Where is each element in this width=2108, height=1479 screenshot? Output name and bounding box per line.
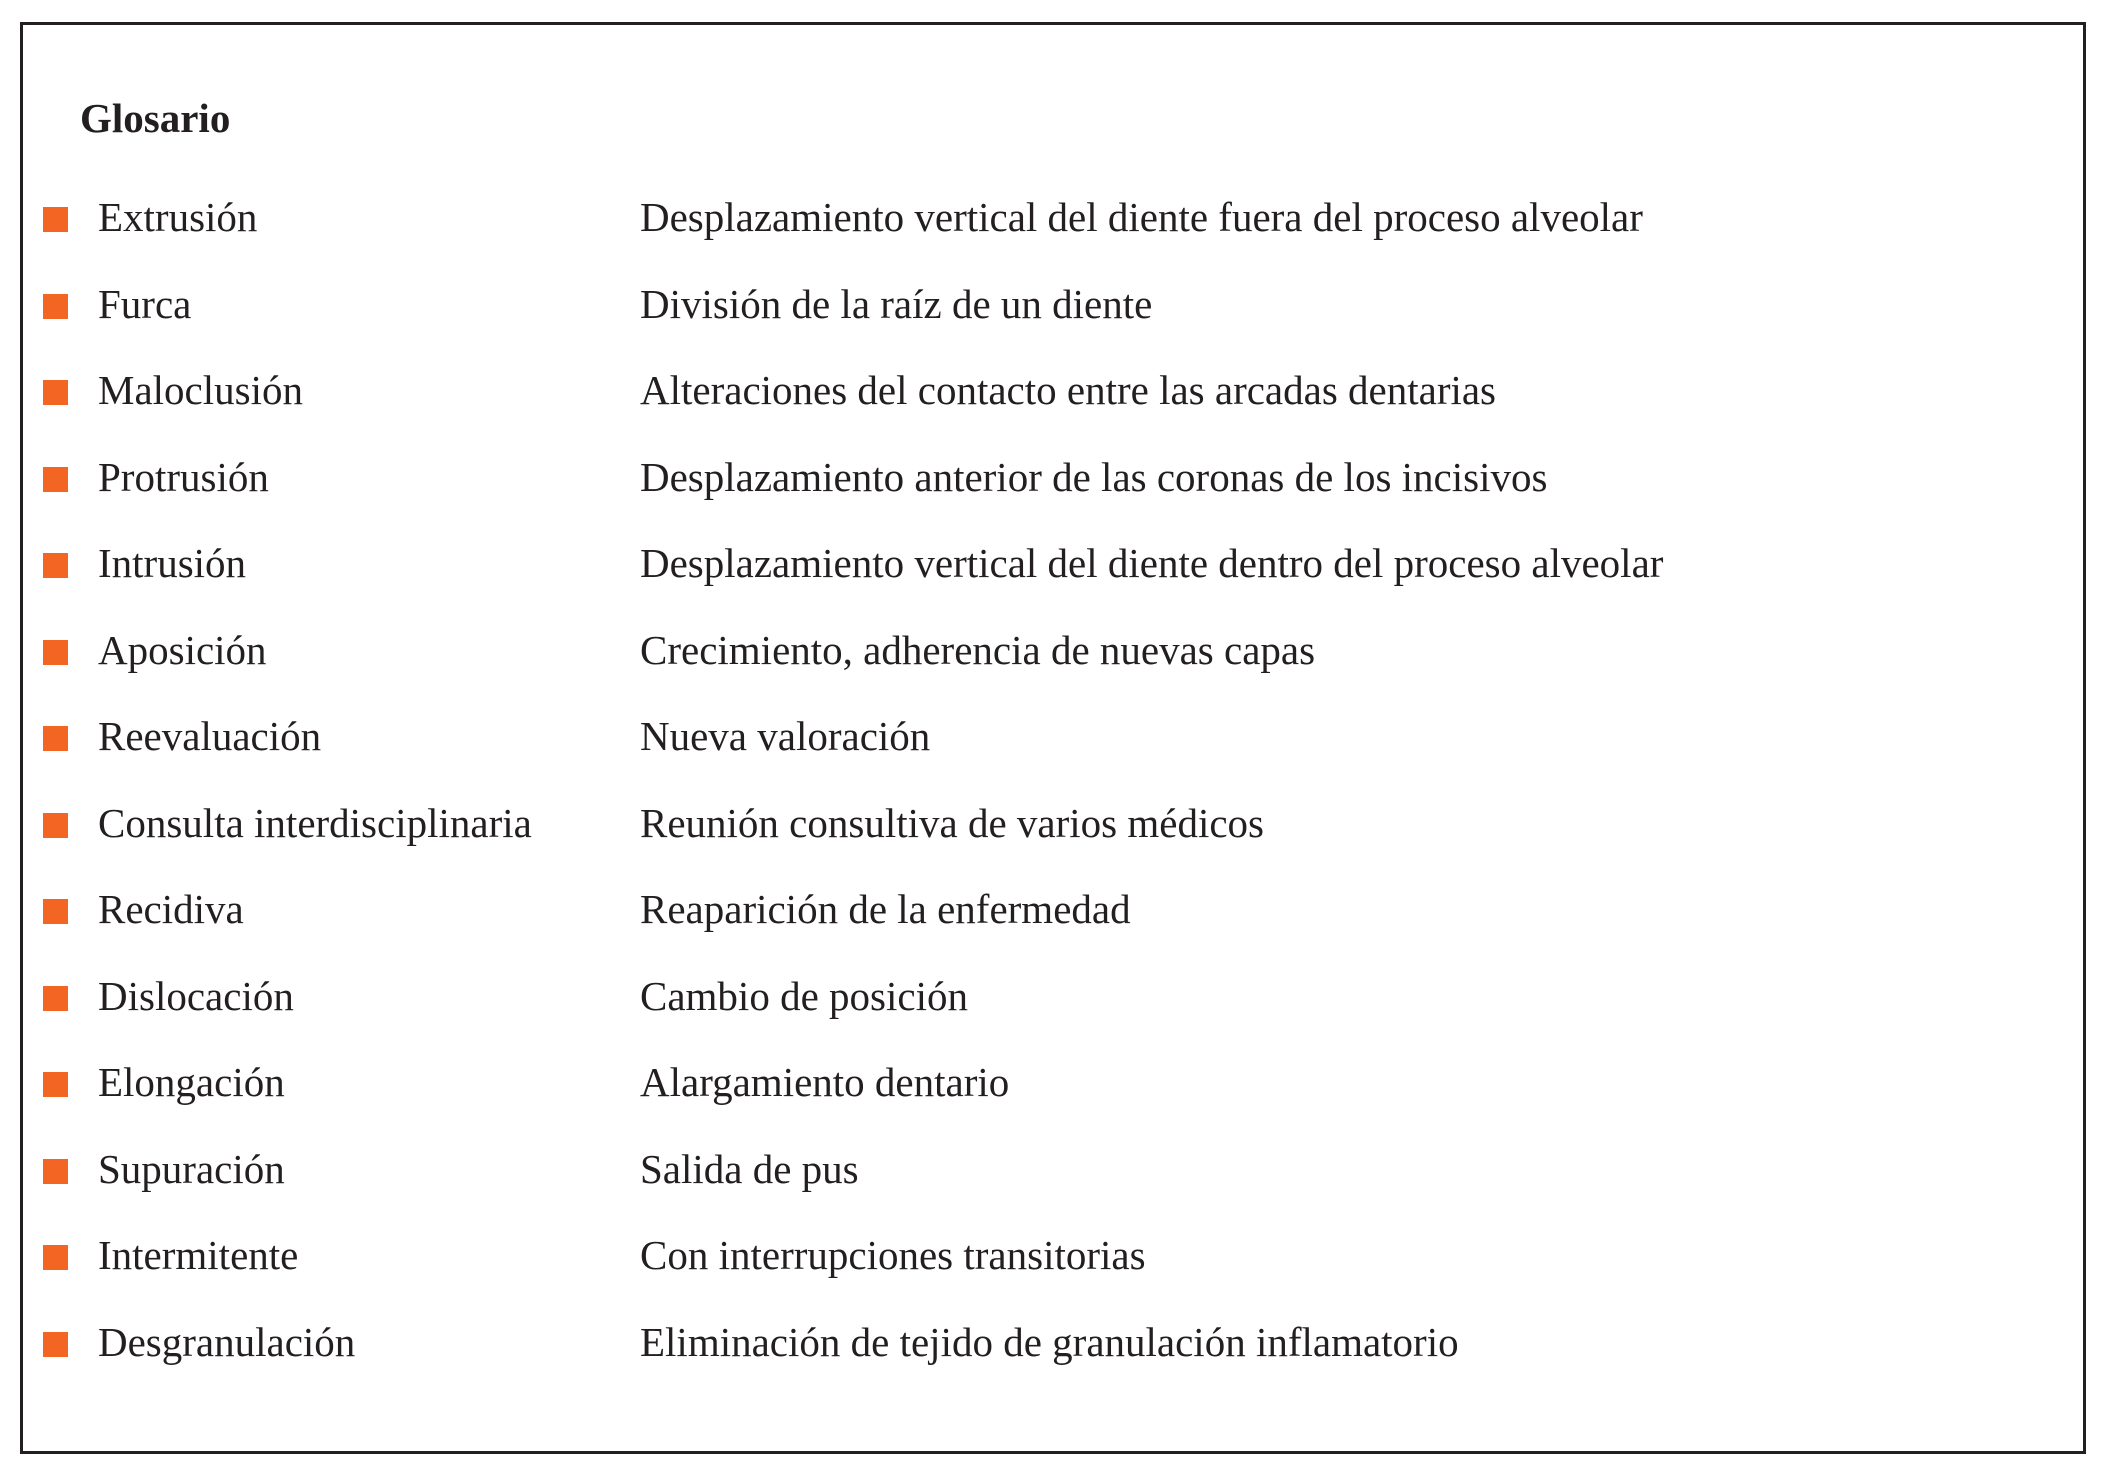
glossary-term: Aposición	[98, 626, 267, 673]
glossary-definition: Desplazamiento anterior de las coronas de los incisivos	[640, 453, 1548, 500]
glossary-entry-aposicion	[0, 620, 2108, 707]
glossary-entry-recidiva	[0, 879, 2108, 966]
glossary-term: Consulta interdisciplinaria	[98, 799, 532, 846]
glossary-entry-supuracion	[0, 1139, 2108, 1226]
glossary-term: Supuración	[98, 1145, 285, 1192]
glossary-list	[0, 187, 2108, 1398]
square-bullet-icon	[43, 1072, 68, 1097]
glossary-term: Furca	[98, 280, 192, 327]
glossary-definition: Crecimiento, adherencia de nuevas capas	[640, 626, 1316, 673]
glossary-title: Glosario	[80, 95, 231, 141]
glossary-definition: Alteraciones del contacto entre las arcadas dentarias	[640, 367, 1497, 413]
glossary-term: Protrusión	[98, 453, 269, 500]
square-bullet-icon	[43, 1159, 68, 1184]
glossary-definition: Alargamiento dentario	[640, 1059, 1010, 1105]
glossary-term: Dislocación	[98, 972, 294, 1019]
square-bullet-icon	[43, 207, 68, 232]
glossary-definition: Con interrupciones transitorias	[640, 1232, 1146, 1278]
glossary-definition: Cambio de posición	[640, 972, 968, 1019]
glossary-term: Maloclusión	[98, 367, 303, 413]
glossary-term: Intrusión	[98, 540, 247, 586]
glossary-definition: Reaparición de la enfermedad	[640, 886, 1131, 932]
square-bullet-icon	[43, 986, 68, 1011]
glossary-entry-intermitente	[0, 1225, 2108, 1312]
glossary-term: Extrusión	[98, 194, 258, 240]
square-bullet-icon	[43, 380, 68, 405]
glossary-term: Elongación	[98, 1059, 285, 1105]
square-bullet-icon	[43, 1332, 68, 1357]
square-bullet-icon	[43, 553, 68, 578]
glossary-entry-maloclusion	[0, 360, 2108, 447]
square-bullet-icon	[43, 813, 68, 838]
glossary-entry-dislocacion	[0, 966, 2108, 1053]
glossary-term: Desgranulación	[98, 1318, 356, 1365]
glossary-definition: Desplazamiento vertical del diente dentro del proceso alveolar	[640, 540, 1664, 586]
glossary-definition: Reunión consultiva de varios médicos	[640, 799, 1264, 846]
square-bullet-icon	[43, 899, 68, 924]
glossary-definition: División de la raíz de un diente	[640, 280, 1153, 327]
square-bullet-icon	[43, 1245, 68, 1270]
glossary-entry-reevaluacion	[0, 706, 2108, 793]
glossary-entry-protrusion	[0, 447, 2108, 534]
glossary-term: Reevaluación	[98, 713, 322, 759]
glossary-entry-desgranulacion	[0, 1312, 2108, 1399]
glossary-definition: Desplazamiento vertical del diente fuera del proceso alveolar	[640, 194, 1643, 240]
glossary-entry-furca	[0, 274, 2108, 361]
square-bullet-icon	[43, 726, 68, 751]
glossary-definition: Nueva valoración	[640, 713, 931, 759]
glossary-entry-intrusion	[0, 533, 2108, 620]
square-bullet-icon	[43, 640, 68, 665]
glossary-term: Intermitente	[98, 1232, 299, 1278]
square-bullet-icon	[43, 294, 68, 319]
square-bullet-icon	[43, 467, 68, 492]
glossary-definition: Salida de pus	[640, 1145, 859, 1192]
glossary-definition: Eliminación de tejido de granulación inflamatorio	[640, 1318, 1459, 1365]
glossary-entry-extrusion	[0, 187, 2108, 274]
glossary-entry-elongacion	[0, 1052, 2108, 1139]
glossary-entry-consulta-interdisciplinaria	[0, 793, 2108, 880]
glossary-term: Recidiva	[98, 886, 244, 932]
